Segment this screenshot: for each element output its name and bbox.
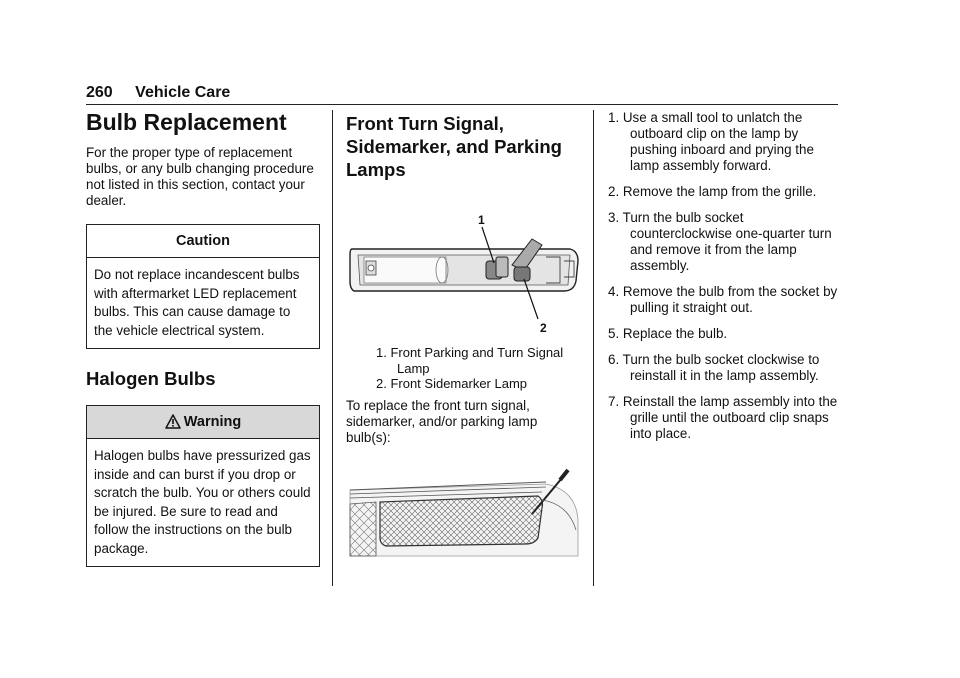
warning-title: Warning [183,414,242,431]
warning-text: Halogen bulbs have pressurized gas inside and can burst if you drop or scratch the bulb. You or others could be injured. Be sure to read and follow the instructions on the bulb package. [94,448,311,556]
column-1 [86,110,320,567]
front-turn-signal-heading: Front Turn Signal, Sidemarker, and Parking Lamps [346,113,562,181]
section-title: Vehicle Care [135,84,231,101]
warning-triangle-icon [165,409,181,441]
caption-2: 2. Front Sidemarker Lamp [376,376,528,392]
caption-1: 1. Front Parking and Turn Signal Lamp [376,345,564,376]
step-item: 4. Remove the bulb from the socket by pulling it straight out. [608,284,838,315]
callout-2: 2 [540,321,547,334]
page-number: 260 [86,84,113,101]
step-item: 1. Use a small tool to unlatch the outboard clip on the lamp by pushing inboard and prying the lamp assembly forward. [608,110,814,173]
caution-text: Do not replace incandescent bulbs with aftermarket LED replacement bulbs. This can cause damage to the vehicle electrical system. [94,267,300,338]
column-divider [593,110,594,586]
header-rule [86,104,838,105]
step-item: 3. Turn the bulb socket counterclockwise one-quarter turn and remove it from the lamp assembly. [608,210,832,273]
running-header [86,84,838,102]
lamp-assembly-illustration [346,211,582,333]
step-item: 5. Replace the bulb. [608,326,728,341]
caution-box [86,224,320,349]
column-2 [346,112,582,560]
procedure-steps [608,110,840,442]
warning-title-row [87,406,319,439]
column-divider [332,110,333,586]
replace-intro-paragraph: To replace the front turn signal, sidemarker, and/or parking lamp bulb(s): [346,397,538,445]
figure-captions [346,345,582,392]
step-item: 2. Remove the lamp from the grille. [608,184,817,199]
column-3 [608,110,840,452]
grille-illustration [346,460,582,560]
step-item: 7. Reinstall the lamp assembly into the grille until the outboard clip snaps into place. [608,394,838,441]
caution-title: Caution [87,225,319,258]
halogen-bulbs-heading: Halogen Bulbs [86,368,216,390]
step-item: 6. Turn the bulb socket clockwise to reinstall it in the lamp assembly. [608,352,820,383]
intro-paragraph: For the proper type of replacement bulbs, or any bulb changing procedure not listed in this section, contact your dealer. [86,145,314,209]
callout-1: 1 [478,213,485,228]
warning-box [86,405,320,567]
bulb-replacement-heading: Bulb Replacement [86,109,287,135]
